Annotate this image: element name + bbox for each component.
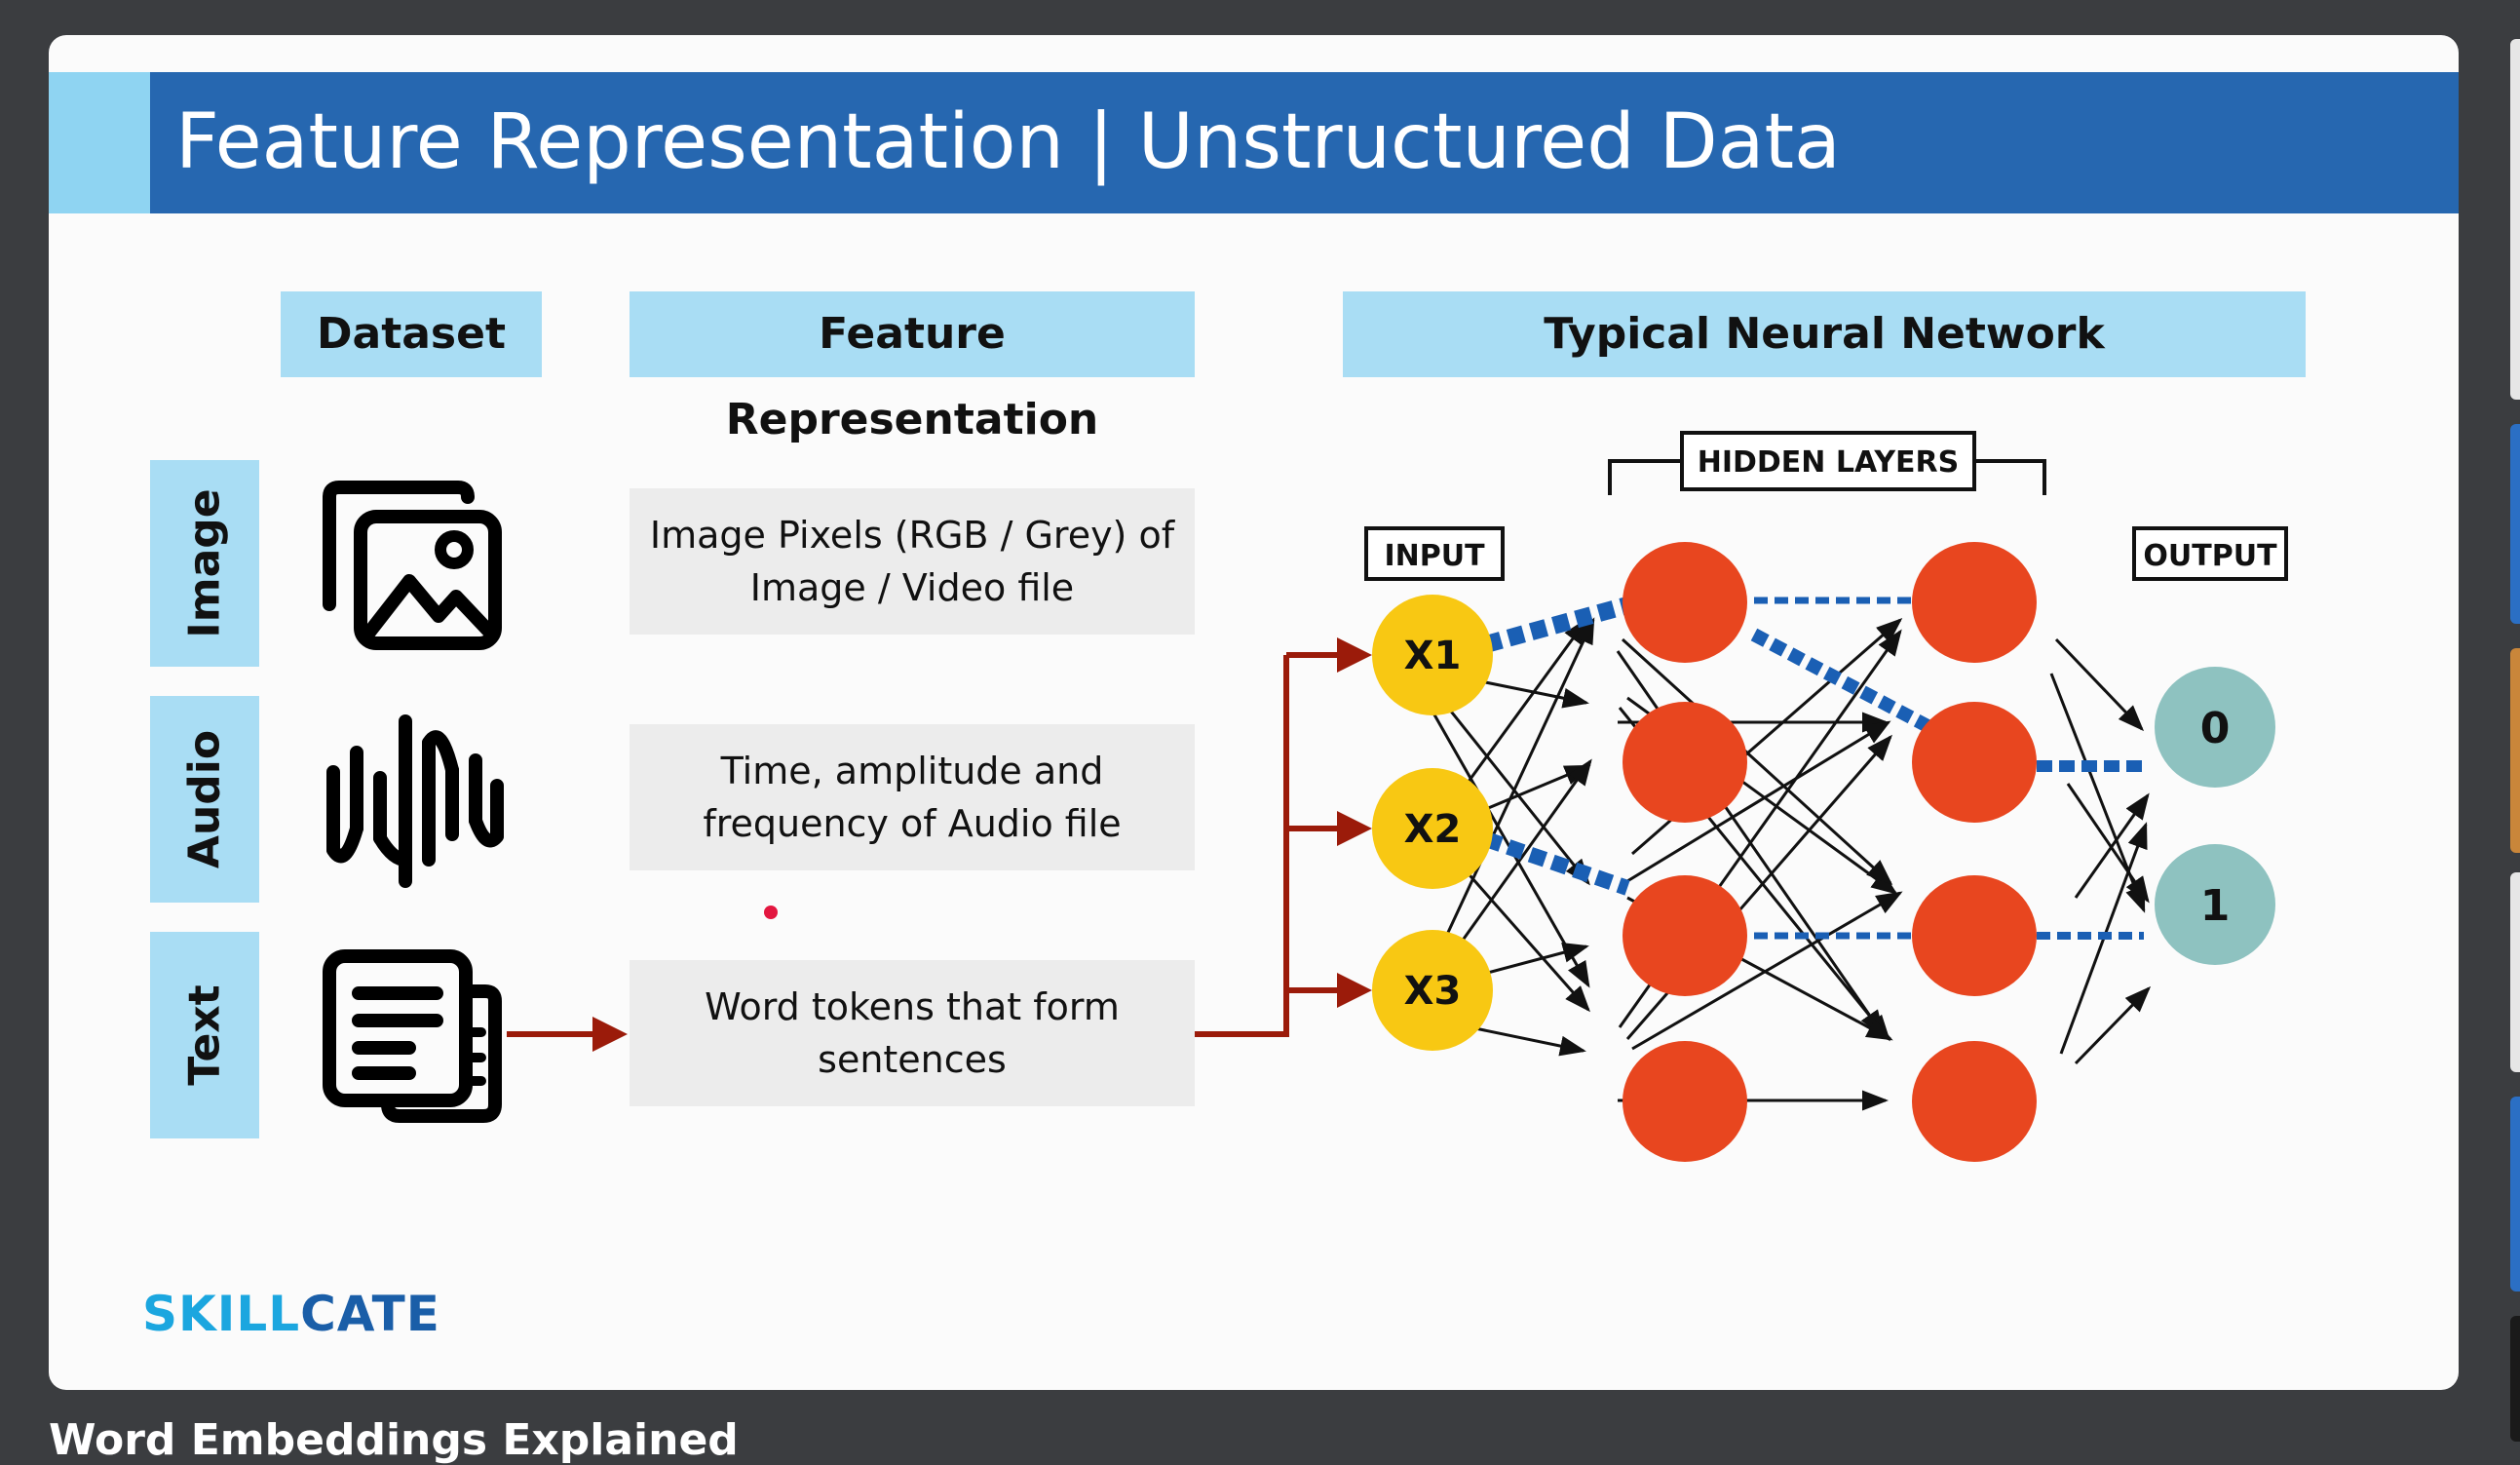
output-label: OUTPUT [2143, 539, 2277, 573]
input-node-label: X3 [1403, 969, 1462, 1014]
logo-part-cate: CATE [300, 1286, 440, 1342]
side-panel-tab[interactable] [2510, 1316, 2520, 1442]
hidden-node [1623, 1041, 1747, 1162]
feature-description-image: Image Pixels (RGB / Grey) of Image / Video file [630, 488, 1195, 635]
header-neural-network: Typical Neural Network [1343, 291, 2306, 377]
output-node-label: 0 [2199, 704, 2231, 753]
input-node-label: X1 [1403, 634, 1462, 678]
hidden-layer-1 [1623, 542, 1747, 1162]
hidden-node [1623, 702, 1747, 823]
input-node-label: X2 [1403, 807, 1462, 852]
output-node-label: 1 [2199, 881, 2231, 931]
feature-description-audio: Time, amplitude and frequency of Audio file [630, 724, 1195, 870]
header-feature-representation: Feature Representation [630, 291, 1195, 377]
hidden-node [1912, 702, 2037, 823]
neural-network-diagram [49, 35, 2459, 1390]
laser-pointer-dot [764, 906, 778, 919]
video-title[interactable]: Word Embeddings Explained [49, 1415, 739, 1465]
side-panel-tab[interactable] [2510, 39, 2520, 400]
row-label-text: Audio [179, 729, 230, 869]
hidden-node [1912, 1041, 2037, 1162]
row-label-text: Text [179, 984, 230, 1086]
skillcate-logo [142, 1286, 440, 1342]
side-panel-tab[interactable] [2510, 1097, 2520, 1292]
hidden-node [1912, 542, 2037, 663]
flow-connector-to-inputs [1195, 655, 1286, 1034]
row-label-text: Image [179, 488, 230, 638]
hidden-layers-label: HIDDEN LAYERS [1697, 445, 1960, 480]
hidden-layer-2 [1912, 542, 2037, 1162]
hidden-node [1623, 875, 1747, 996]
input-label: INPUT [1384, 539, 1485, 573]
presentation-slide [49, 35, 2459, 1390]
logo-part-skill: SKILL [142, 1286, 301, 1342]
side-panel-tab[interactable] [2510, 424, 2520, 624]
hidden-node [1623, 542, 1747, 663]
header-dataset: Dataset [281, 291, 542, 377]
slide-title: Feature Representation | Unstructured Data [175, 98, 1841, 186]
hidden-node [1912, 875, 2037, 996]
side-panel-tab[interactable] [2510, 872, 2520, 1072]
side-panel-tab[interactable] [2510, 648, 2520, 853]
feature-description-text: Word tokens that form sentences [630, 960, 1195, 1106]
